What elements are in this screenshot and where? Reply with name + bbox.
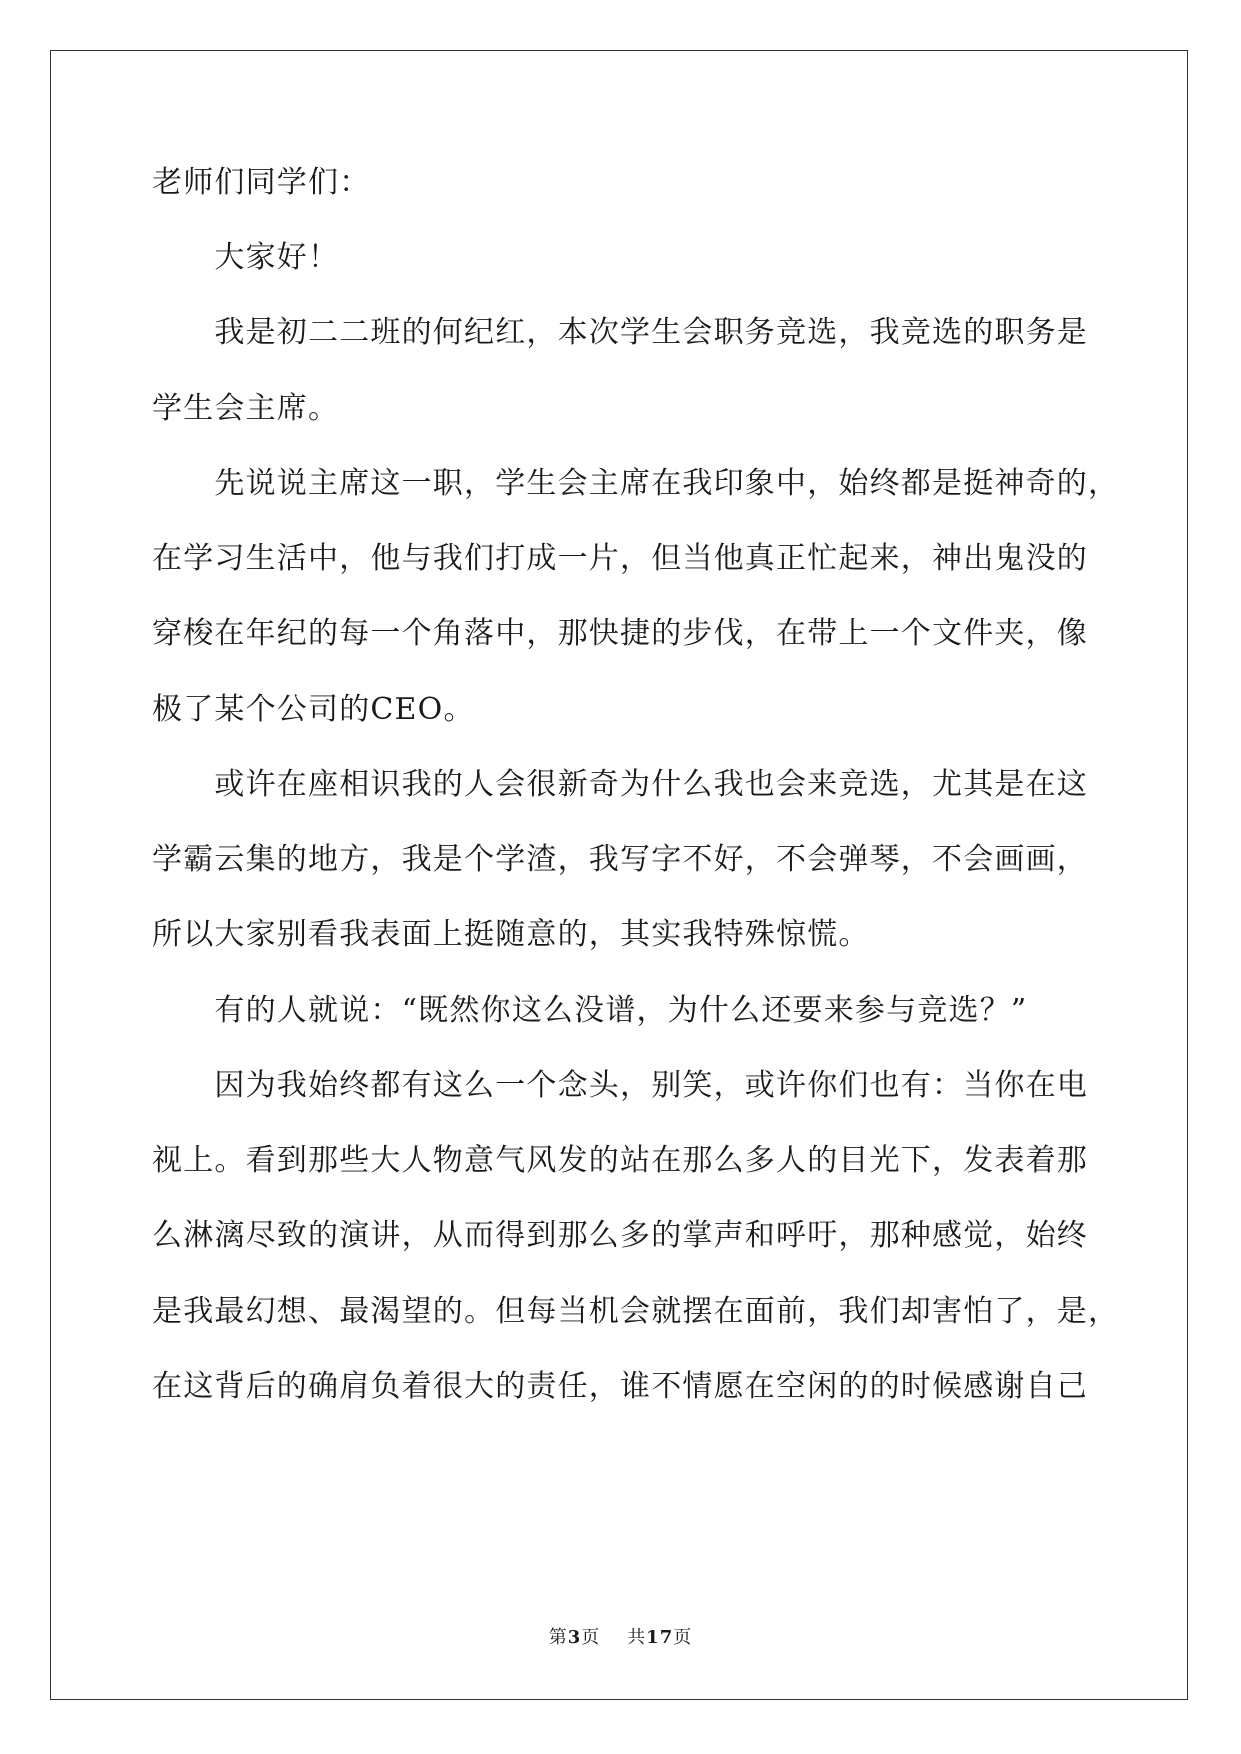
text-line: 学霸云集的地方，我是个学渣，我写字不好，不会弹琴，不会画画， bbox=[152, 842, 1088, 877]
text-line: 在学习生活中，他与我们打成一片，但当他真正忙起来，神出鬼没的 bbox=[152, 541, 1088, 576]
text-line: 有的人就说：“既然你这么没谱，为什么还要来参与竞选？” bbox=[152, 993, 1028, 1028]
page-number: 3 bbox=[567, 1627, 582, 1648]
text-line: 老师们同学们： bbox=[152, 165, 371, 200]
text-line: 我是初二二班的何纪红，本次学生会职务竞选，我竞选的职务是 bbox=[152, 315, 1088, 350]
total-prefix: 共 bbox=[627, 1627, 647, 1648]
text-line: 或许在座相识我的人会很新奇为什么我也会来竞选，尤其是在这 bbox=[152, 767, 1088, 802]
page-footer bbox=[0, 1626, 1241, 1650]
text-line: 先说说主席这一职，学生会主席在我印象中，始终都是挺神奇的， bbox=[152, 466, 1120, 501]
total-pages: 17 bbox=[646, 1627, 674, 1648]
text-line: 是我最幻想、最渴望的。但每当机会就摆在面前，我们却害怕了，是， bbox=[152, 1294, 1120, 1329]
text-line: 大家好！ bbox=[152, 240, 340, 275]
text-line: 所以大家别看我表面上挺随意的，其实我特殊惊慌。 bbox=[152, 917, 870, 952]
total-suffix: 页 bbox=[673, 1627, 693, 1648]
text-line: 因为我始终都有这么一个念头，别笑，或许你们也有：当你在电 bbox=[152, 1068, 1088, 1103]
text-line: 极了某个公司的CEO。 bbox=[152, 692, 475, 727]
text-line: 学生会主席。 bbox=[152, 391, 340, 426]
text-line: 视上。看到那些大人物意气风发的站在那么多人的目光下，发表着那 bbox=[152, 1143, 1088, 1178]
text-line: 穿梭在年纪的每一个角落中，那快捷的步伐，在带上一个文件夹，像 bbox=[152, 616, 1088, 651]
text-line: 在这背后的确肩负着很大的责任，谁不情愿在空闲的的时候感谢自己 bbox=[152, 1369, 1088, 1404]
page-suffix: 页 bbox=[581, 1627, 601, 1648]
text-line: 么淋漓尽致的演讲，从而得到那么多的掌声和呼吁，那种感觉，始终 bbox=[152, 1218, 1088, 1253]
page-prefix: 第 bbox=[548, 1627, 568, 1648]
